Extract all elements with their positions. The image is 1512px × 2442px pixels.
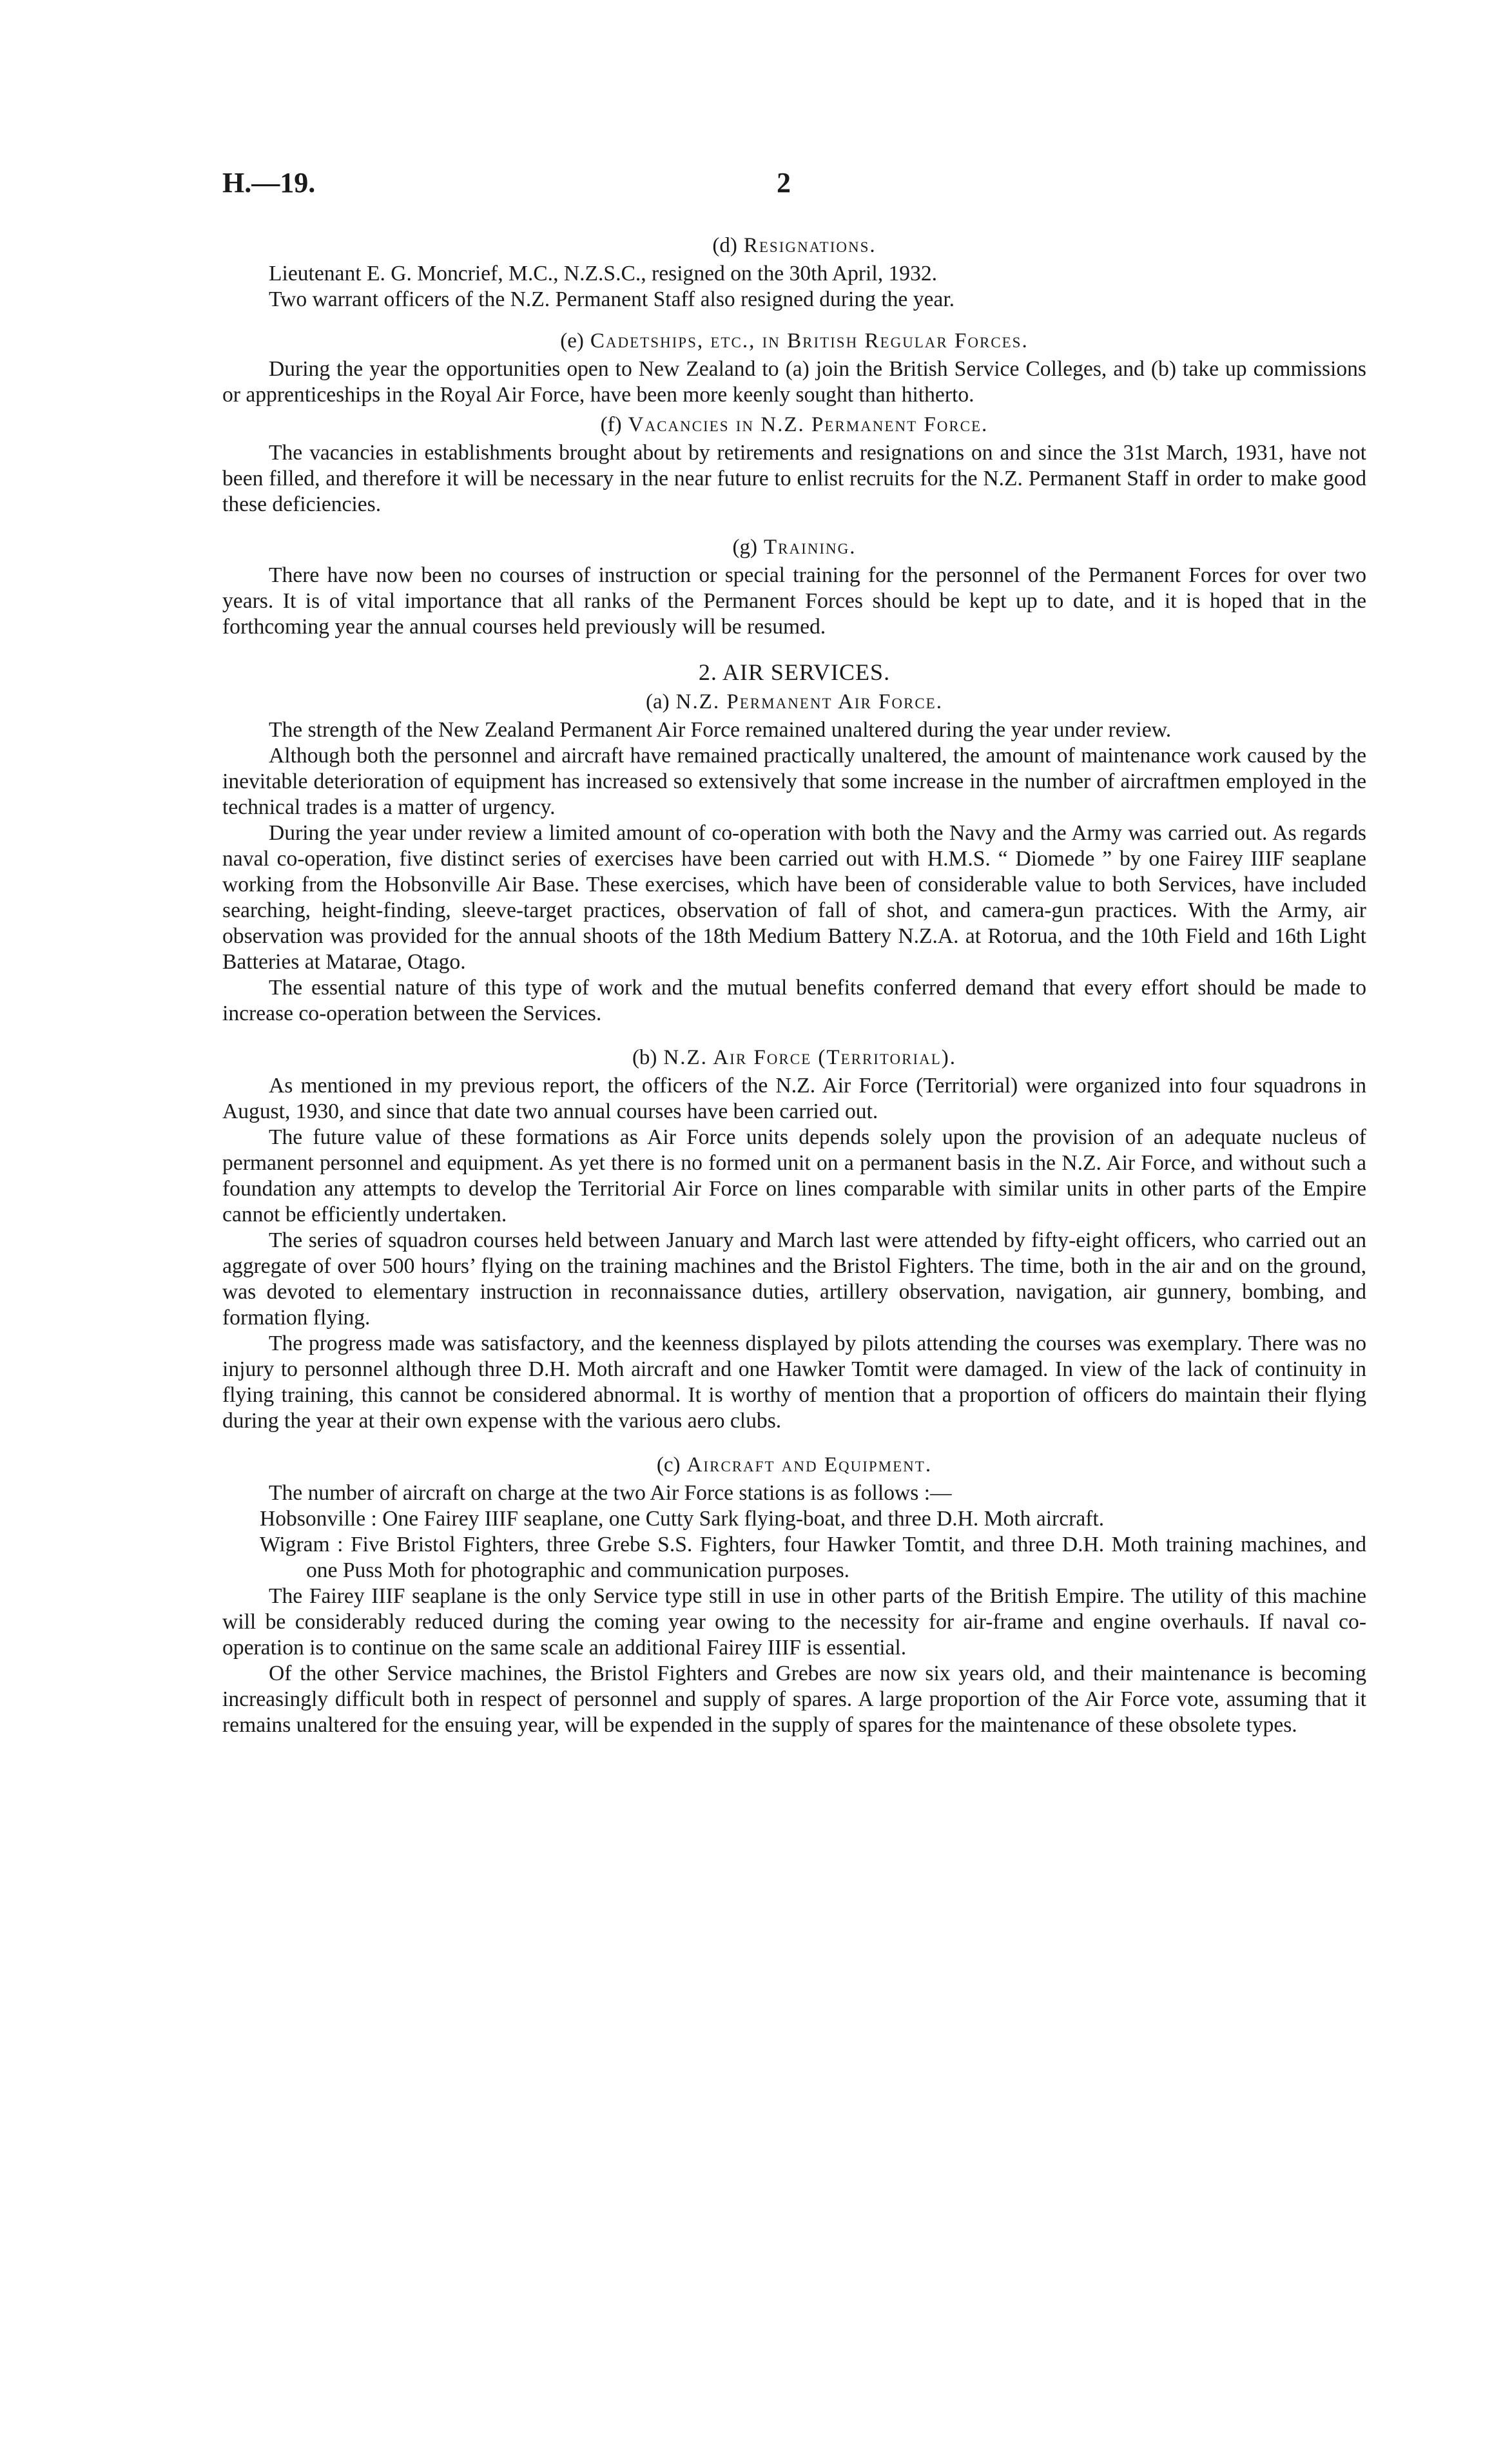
paragraph: Two warrant officers of the N.Z. Permanent Staff also resigned during the year. — [269, 287, 955, 311]
paragraph: The Fairey IIIF seaplane is the only Service type still in use in other parts of the British Empire. The utility of this machine will be considerably reduced during the coming year owing to the necessity for air-frame and engine overhauls. If naval co-operation is to continue on the same scale an additional Fairey IIIF is essential. — [222, 1584, 1366, 1660]
section-title: N.Z. Air Force (Territorial). — [663, 1046, 957, 1069]
section-title: Cadetships, etc., in British Regular Forces. — [590, 329, 1029, 353]
section-permanent-air-force — [222, 689, 1366, 1027]
section-heading — [222, 689, 1366, 715]
section-letter: (g) — [732, 536, 757, 559]
paragraph: The series of squadron courses held between January and March last were attended by fifty-eight officers, who carried out an aggregate of over 500 hours’ flying on the training machines and the Bristol Fighters. The time, both in the air and on the ground, was devoted to elementary instruction in reconnaissance duties, artillery observation, navigation, air gunnery, bombing, and formation flying. — [222, 1228, 1366, 1330]
paragraph: The strength of the New Zealand Permanent Air Force remained unaltered during the year under review. — [269, 718, 1172, 742]
section-letter: (b) — [632, 1046, 657, 1069]
running-header — [222, 166, 1366, 205]
section-cadetships — [222, 328, 1366, 408]
section-heading — [222, 412, 1366, 438]
paragraph: The future value of these formations as Air Force units depends solely upon the provision of an adequate nucleus of permanent personnel and equipment. As yet there is no formed unit on a permanent basis in the N.Z. Air Force, and without such a foundation any attempts to develop the Territorial Air Force on lines comparable with similar units in other parts of the Empire cannot be efficiently undertaken. — [222, 1125, 1366, 1226]
paragraph: The number of aircraft on charge at the two Air Force stations is as follows :— — [269, 1481, 952, 1505]
paragraph: Of the other Service machines, the Bristol Fighters and Grebes are now six years old, and their maintenance is becoming increasingly difficult both in respect of personnel and supply of spares. A large proportion of the Air Force vote, assuming that it remains unaltered for the ensuing year, will be expended in the supply of spares for the maintenance of these obsolete types. — [222, 1662, 1366, 1737]
section-resignations — [222, 233, 1366, 313]
section-title: Training. — [763, 536, 857, 559]
air-services-heading: 2. AIR SERVICES. — [698, 659, 891, 685]
section-vacancies — [222, 412, 1366, 518]
page-number: 2 — [777, 167, 791, 199]
station-list-item: Wigram : Five Bristol Fighters, three Grebe S.S. Fighters, four Hawker Tomtit, and three D.H. Moth training machines, and one Puss Moth for photographic and communication purposes. — [260, 1533, 1366, 1582]
section-heading — [222, 534, 1366, 560]
section-letter: (d) — [712, 234, 737, 257]
section-letter: (f) — [600, 413, 622, 436]
section-heading — [222, 233, 1366, 258]
section-title: N.Z. Permanent Air Force. — [675, 690, 943, 713]
section-training — [222, 534, 1366, 640]
paragraph: The vacancies in establishments brought about by retirements and resignations on and since the 31st March, 1931, have not been filled, and therefore it will be necessary in the near future to enlist recruits for the N.Z. Permanent Staff in order to make good these deficiencies. — [222, 441, 1366, 516]
section-title: Aircraft and Equipment. — [686, 1453, 933, 1477]
section-heading — [222, 1045, 1366, 1071]
paragraph: As mentioned in my previous report, the officers of the N.Z. Air Force (Territorial) were organized into four squadrons in August, 1930, and since that date two annual courses have been carried out. — [222, 1074, 1366, 1123]
paragraph: Although both the personnel and aircraft have remained practically unaltered, the amount of maintenance work caused by the inevitable deterioration of equipment has increased so extensively that some increase in the number of aircraftmen employed in the technical trades is a matter of urgency. — [222, 744, 1366, 819]
section-title: Resignations. — [743, 234, 877, 257]
paragraph: The essential nature of this type of work and the mutual benefits conferred demand that every effort should be made to increase co-operation between the Services. — [222, 976, 1366, 1025]
paragraph: Lieutenant E. G. Moncrief, M.C., N.Z.S.C., resigned on the 30th April, 1932. — [269, 262, 938, 286]
paragraph: During the year under review a limited amount of co-operation with both the Navy and the Army was carried out. As regards naval co-operation, five distinct series of exercises have been carried out with H.M.S. “ Diomede ” by one Fairey IIIF seaplane working from the Hobsonville Air Base. These exercises, which have been of considerable value to both Services, have included searching, height-finding, sleeve-target practices, observation of fall of shot, and camera-gun practices. With the Army, air observation was provided for the annual shoots of the 18th Medium Battery N.Z.A. at Rotorua, and the 10th Field and 16th Light Batteries at Matarae, Otago. — [222, 821, 1366, 974]
section-letter: (e) — [560, 329, 584, 353]
paragraph: The progress made was satisfactory, and the keenness displayed by pilots attending the courses was exemplary. There was no injury to personnel although three D.H. Moth aircraft and one Hawker Tomtit were damaged. In view of the lack of continuity in flying training, this cannot be considered abnormal. It is worthy of mention that a proportion of officers do maintain their flying during the year at their own expense with the various aero clubs. — [222, 1332, 1366, 1433]
station-list-item: Hobsonville : One Fairey IIIF seaplane, one Cutty Sark flying-boat, and three D.H. Moth aircraft. — [260, 1507, 1105, 1531]
document-body — [222, 229, 1366, 1738]
section-aircraft — [222, 1452, 1366, 1738]
section-territorial — [222, 1045, 1366, 1434]
section-letter: (c) — [656, 1453, 681, 1477]
section-heading — [222, 328, 1366, 354]
section-letter: (a) — [646, 690, 670, 713]
paragraph: There have now been no courses of instruction or special training for the personnel of the Permanent Forces for over two years. It is of vital importance that all ranks of the Permanent Forces should be kept up to date, and it is hoped that in the forthcoming year the annual courses held previously will be resumed. — [222, 563, 1366, 639]
paragraph: During the year the opportunities open to New Zealand to (a) join the British Service Colleges, and (b) take up commissions or apprenticeships in the Royal Air Force, have been more keenly sought than hitherto. — [222, 357, 1366, 407]
section-heading — [222, 1452, 1366, 1478]
section-title: Vacancies in N.Z. Permanent Force. — [628, 413, 989, 436]
document-reference: H.—19. — [222, 167, 316, 199]
